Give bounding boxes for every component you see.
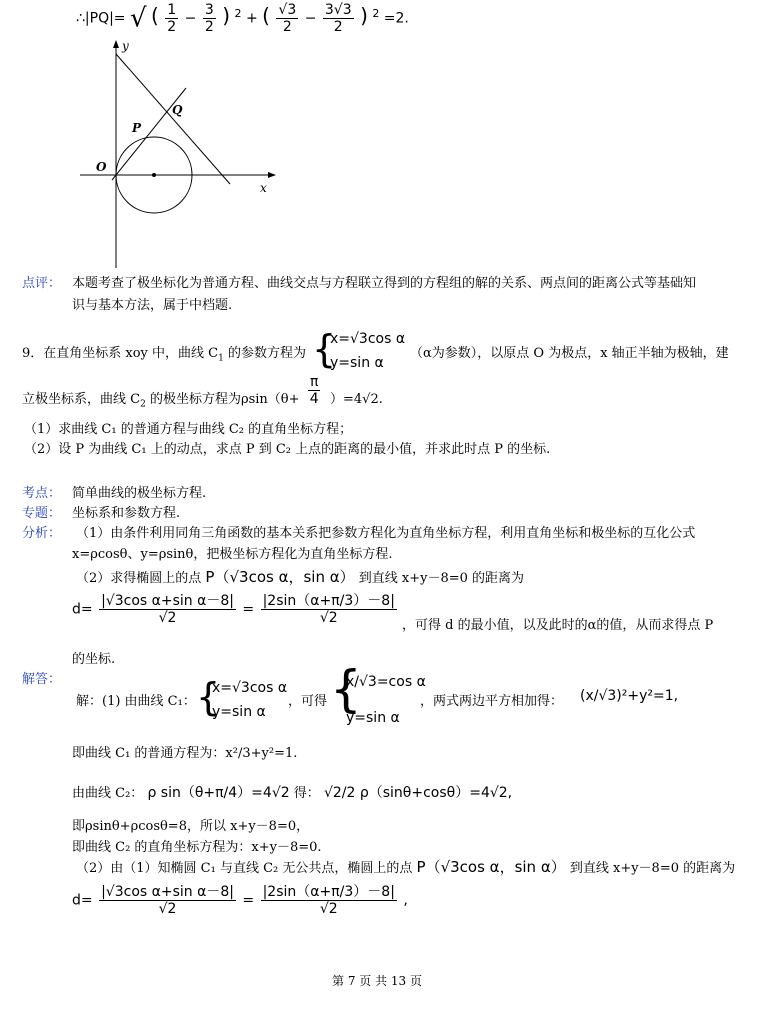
y-axis-arrow (113, 40, 119, 48)
center-dot (152, 173, 156, 177)
problem9-line2: 立极坐标系，曲线 $C_2$ 的极坐标方程为ρsin（θ+ (22, 392, 300, 410)
problem9-param-y: y=sin α (330, 355, 384, 371)
label-p: P (132, 121, 142, 135)
jieda-s1-px: x=√3cos α (212, 680, 288, 696)
top-formula: ∴|PQ|= √ ( $\frac{1}{2}$ − $\frac{3}{2}$ ) $^2$ + ( $\frac{√3}{2}$ − $\frac{3√3}{2}$ ) $^2$ =2. (76, 2, 409, 35)
fenxi-line5: 的坐标. (72, 652, 116, 667)
jieda-s3: 由曲线 C₂： ρ sin（θ+π/4）=4√2 得： √2/2 ρ（sinθ+cosθ）=4√2, (72, 785, 513, 801)
problem9-line1: 9．在直角坐标系 xoy 中，曲线 $C_1$ 的参数方程为 (22, 346, 306, 364)
jieda-s7-distance: d= $\frac{\text{|√3cos α+sin α－8|}}{√2}$ = $\frac{|2\sin(\alpha+\pi/3)-8|}{√2}$ , (72, 884, 408, 917)
fenxi-line2: x=ρcosθ、y=ρsinθ，把极坐标方程化为直角坐标方程. (72, 547, 393, 562)
jieda-s1-d: (x/√3)²+y²=1, (580, 688, 679, 704)
fenxi-line4: ，可得 d 的最小值，以及此时的α的值，从而求得点 P (402, 618, 714, 633)
problem9-q1: （1）求曲线 C₁ 的普通方程与曲线 C₂ 的直角坐标方程； (24, 422, 353, 437)
label-o: O (96, 160, 107, 174)
jieda-s1-py: y=sin α (212, 704, 266, 720)
jieda-s6: （2）由（1）知椭圆 C₁ 与直线 C₂ 无公共点，椭圆上的点 P（√3cos α，sin α） 到直线 x+y－8=0 的距离为 (76, 858, 736, 876)
kaodian-text: 简单曲线的极坐标方程. (72, 486, 207, 501)
jieda-tag: 解答： (22, 672, 62, 687)
jieda-s1-a: 解：(1) 由曲线 C₁： (76, 694, 196, 709)
problem9-param-x: x=√3cos α (330, 331, 406, 347)
problem9-q2: （2）设 P 为曲线 C₁ 上的动点，求点 P 到 C₂ 上点的距离的最小值，并求此时点 P 的坐标. (24, 442, 551, 457)
comment-line2: 识与基本方法，属于中档题. (72, 298, 233, 313)
jieda-s5: 即曲线 C₂ 的直角坐标方程为：x+y－8=0. (72, 840, 322, 855)
jieda-brace-2: { (330, 660, 362, 718)
line-oq (112, 88, 186, 180)
problem9-line2-end: ）=4√2. (330, 392, 383, 407)
problem9-pi-frac: $\frac{\pi}{4}$ (309, 374, 319, 407)
zhuanti-tag: 专题： (22, 506, 62, 521)
fenxi-line3: （2）求得椭圆上的点 P（√3cos α，sin α） 到直线 x+y－8=0 的距离为 (76, 568, 525, 586)
problem9-line1-end: （α为参数），以原点 O 为极点，x 轴正半轴为极轴，建 (410, 346, 729, 361)
jieda-s2: 即曲线 C₁ 的普通方程为：x²/3+y²=1. (72, 746, 298, 761)
kaodian-tag: 考点： (22, 486, 62, 501)
jieda-s1-c: ，两式两边平方相加得： (420, 694, 564, 709)
line-c2 (116, 54, 230, 184)
label-x: x (260, 181, 267, 195)
fenxi-line1: （1）由条件利用同角三角函数的基本关系把参数方程化为直角坐标方程，利用直角坐标和极坐标的互化公式 (76, 526, 696, 541)
jieda-s1-qy: y=sin α (346, 710, 400, 726)
jieda-brace-1: { (196, 675, 221, 719)
x-axis-arrow (268, 172, 276, 178)
label-q: Q (172, 103, 183, 117)
problem9-brace: { (312, 327, 337, 371)
coordinate-figure (70, 38, 290, 270)
jieda-s4: 即ρsinθ+ρcosθ=8，所以 x+y－8=0， (72, 819, 310, 834)
page-footer: 第 7 页 共 13 页 (332, 974, 422, 988)
zhuanti-text: 坐标系和参数方程. (72, 506, 181, 521)
fenxi-tag: 分析： (22, 526, 62, 541)
comment-line1: 本题考查了极坐标化为普通方程、曲线交点与方程联立得到的方程组的解的关系、两点间的距离公式等基础知 (72, 276, 697, 291)
fenxi-distance: d= $\frac{\text{|√3cos α+sin α－8|}}{√2}$ = $\frac{|2\sin(\alpha+\pi/3)-8|}{√2}$ (72, 593, 395, 626)
jieda-s1-b: ，可得 (288, 694, 328, 709)
label-y: y (122, 39, 129, 53)
comment-tag: 点评： (22, 276, 62, 291)
jieda-s1-qx: x/√3=cos α (346, 674, 426, 690)
